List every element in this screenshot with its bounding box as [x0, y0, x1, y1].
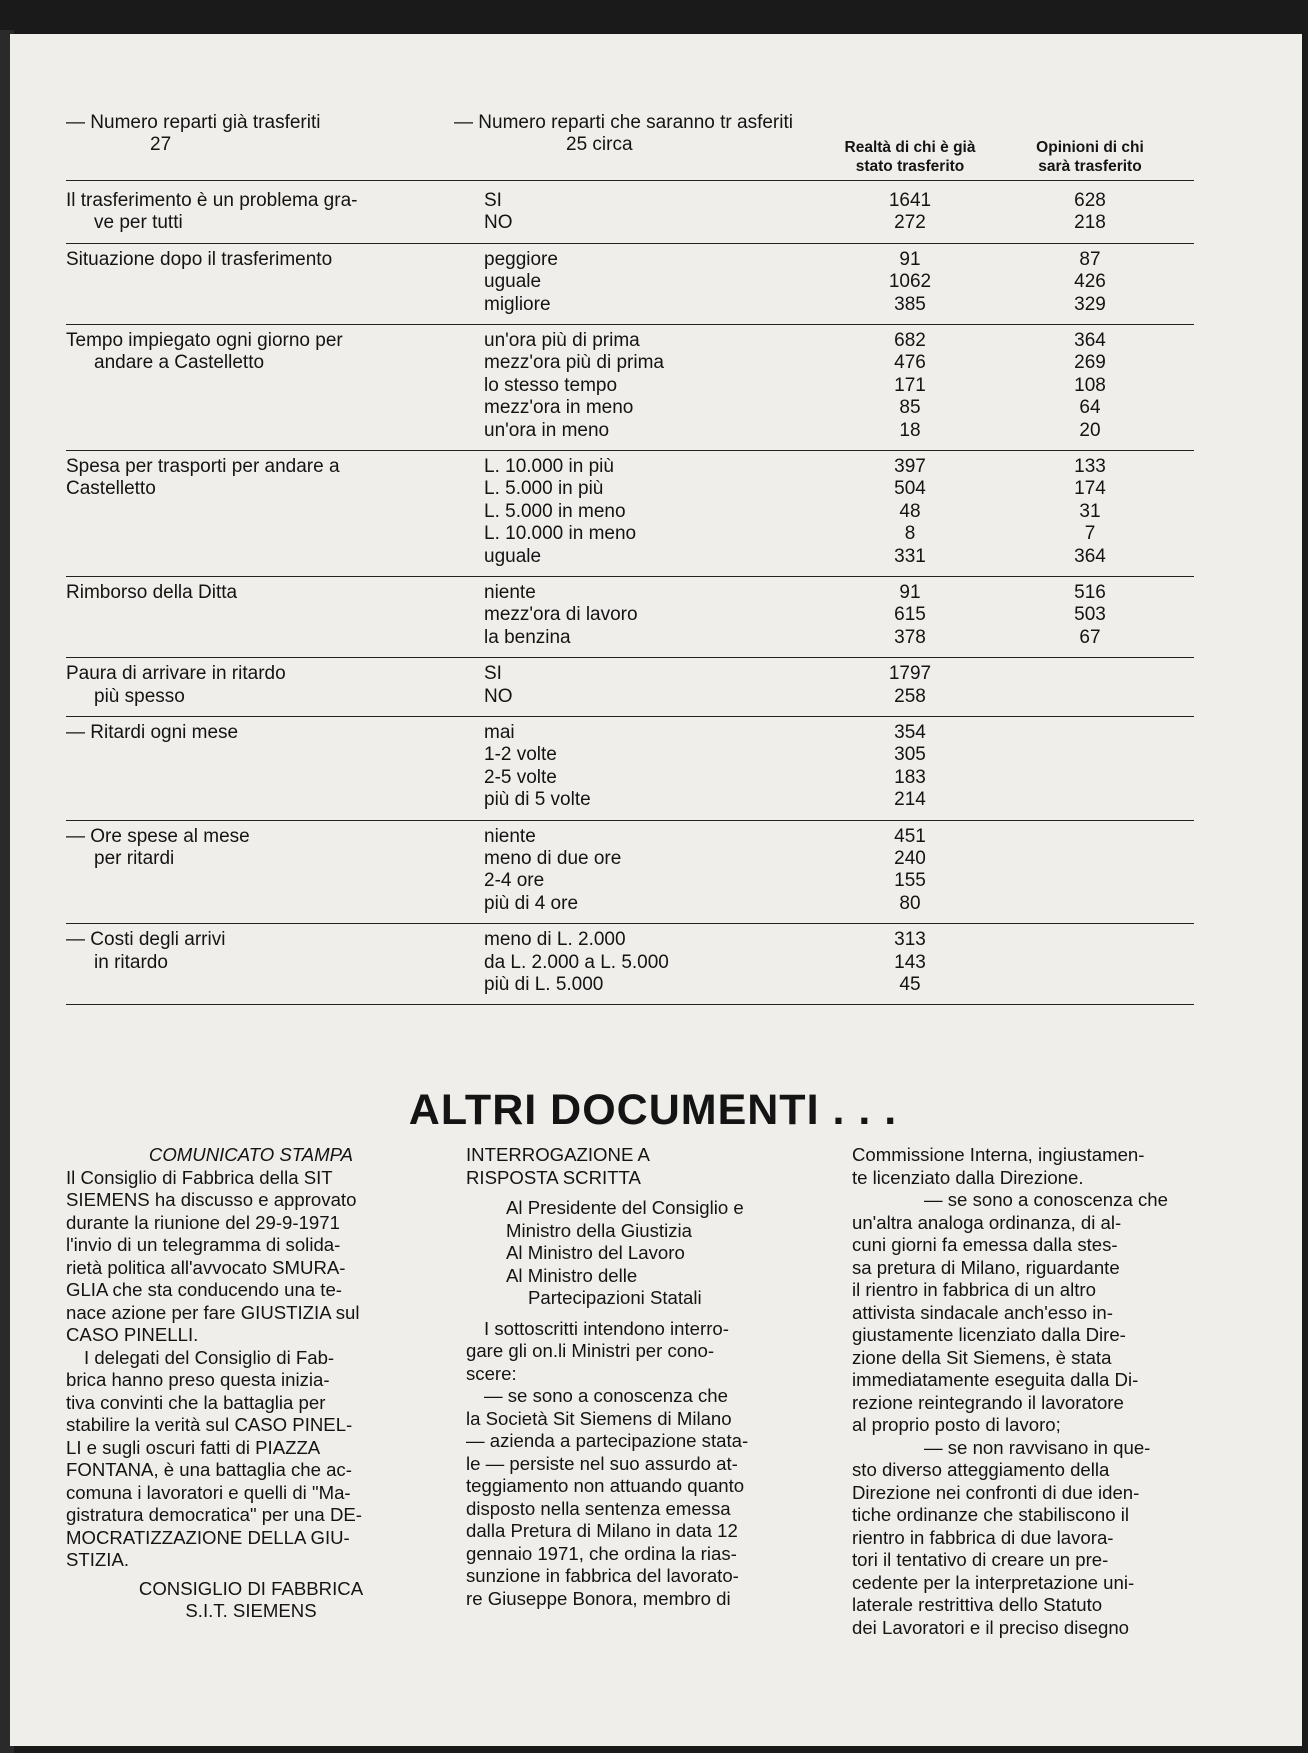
text-line: re Giuseppe Bonora, membro di [466, 1587, 731, 1609]
row-3-answer: un'ora più di prima mezz'ora più di prima lo stesso tempo mezz'ora in meno un'ora in meno [484, 330, 664, 441]
header-opinion: Opinioni di chi sarà trasferito [1036, 139, 1144, 175]
interrogation-heading-1: INTERROGAZIONE A [466, 1144, 650, 1165]
text-line: immediatamente eseguita dalla Di- [852, 1369, 1139, 1390]
text-line: MOCRATIZZAZIONE DELLA GIU- [66, 1526, 350, 1548]
text-line: laterale restrittiva dello Statuto [852, 1594, 1103, 1615]
header-question: — Numero reparti già trasferiti [66, 112, 321, 133]
column-press-release [66, 1144, 436, 1623]
row-rule [66, 657, 1194, 658]
text-line: tiva convinti che la battaglia per [66, 1391, 326, 1413]
text-line: Al Ministro del Lavoro [506, 1242, 685, 1263]
row-4-answer: L. 10.000 in più L. 5.000 in più L. 5.000 in meno L. 10.000 in meno uguale [484, 456, 637, 567]
row-rule [66, 450, 1194, 451]
text-line: le — persiste nel suo assurdo at- [466, 1452, 738, 1474]
text-line: SIEMENS ha discusso e approvato [66, 1189, 357, 1210]
text-line: comuna i lavoratori e quelli di "Ma- [66, 1481, 351, 1503]
text-line: — azienda a partecipazione stata- [466, 1430, 749, 1451]
text-line: rezione reintegrando il lavoratore [852, 1391, 1124, 1413]
row-9-question: — Costi degli arrivi in ritardo [66, 929, 226, 973]
text-line: Partecipazioni Statali [528, 1287, 702, 1308]
text-line: I sottoscritti intendono interro- [484, 1317, 729, 1339]
row-rule [66, 820, 1194, 821]
row-2-question: Situazione dopo il trasferimento [66, 248, 333, 270]
row-8-question: — Ore spese al mese per ritardi [66, 825, 250, 869]
text-line: attivista sindacale anch'esso in- [852, 1301, 1113, 1323]
text-line: Direzione nei confronti di due iden- [852, 1481, 1140, 1503]
row-7-question: — Ritardi ogni mese [66, 722, 239, 743]
text-line: giustamente licenziato dalla Dire- [852, 1324, 1126, 1345]
column-interrogation-continued [852, 1144, 1212, 1639]
section-title: ALTRI DOCUMENTI . . . [408, 1086, 898, 1134]
row-5-opinion: 516 503 67 [1074, 582, 1106, 648]
text-line: GLIA che sta conducendo una te- [66, 1279, 343, 1300]
text-line: brica hanno preso questa inizia- [66, 1369, 330, 1390]
row-1-answer: SI NO [484, 190, 513, 234]
text-line: STIZIA. [66, 1549, 130, 1570]
text-line: stabilire la verità sul CASO PINEL- [66, 1414, 353, 1435]
row-3-reality: 682 476 171 85 18 [894, 330, 926, 441]
interrogation-body [466, 1318, 822, 1611]
row-rule [66, 716, 1194, 717]
press-release-signature: CONSIGLIO DI FABBRICA [138, 1577, 364, 1599]
row-7-answer: mai 1-2 volte 2-5 volte più di 5 volte [484, 722, 591, 811]
row-6-question: Paura di arrivare in ritardo più spesso [66, 663, 286, 707]
text-line: gare gli on.li Ministri per cono- [466, 1340, 715, 1361]
row-1-question: Il trasferimento è un problema gra- ve per tutti [66, 190, 358, 234]
interrogation-heading-2: RISPOSTA SCRITTA [466, 1166, 641, 1188]
text-line: — se sono a conoscenza che [924, 1189, 1168, 1210]
text-line: nace azione per fare GIUSTIZIA sul [66, 1301, 360, 1323]
text-line: sunzione in fabbrica del lavorato- [466, 1565, 739, 1586]
header-answer: — Numero reparti che saranno tr asferiti [454, 112, 793, 133]
row-2-answer: peggiore uguale migliore [484, 248, 558, 315]
row-1-reality: 1641 272 [888, 190, 932, 234]
row-5-question: Rimborso della Ditta [66, 582, 238, 603]
text-line: al proprio posto di lavoro; [852, 1414, 1061, 1435]
text-line: un'altra analoga ordinanza, di al- [852, 1211, 1122, 1233]
text-line: scere: [466, 1362, 517, 1384]
text-line: Commissione Interna, ingiustamen- [852, 1144, 1145, 1165]
text-line: l'invio di un telegramma di solida- [66, 1234, 341, 1255]
row-1-opinion: 628 218 [1074, 190, 1106, 234]
row-rule [66, 324, 1194, 325]
column-interrogation [466, 1144, 822, 1610]
text-line: dalla Pretura di Milano in data 12 [466, 1520, 738, 1541]
text-line: rientro in fabbrica di due lavora- [852, 1526, 1114, 1548]
text-line: sa pretura di Milano, riguardante [852, 1256, 1120, 1278]
text-line: tiche ordinanze che stabiliscono il [852, 1504, 1129, 1525]
row-2-reality: 91 1062 385 [888, 248, 932, 315]
row-8-reality: 451 240 155 80 [894, 825, 926, 914]
text-line: — se sono a conoscenza che [484, 1385, 728, 1406]
text-line: CASO PINELLI. [66, 1324, 199, 1345]
text-line: durante la riunione del 29-9-1971 [66, 1211, 340, 1233]
text-line: Al Presidente del Consiglio e [506, 1197, 744, 1218]
row-8-answer: niente meno di due ore 2-4 ore più di 4 ore [484, 825, 622, 914]
header-answer-value: 25 circa [566, 134, 633, 155]
row-9-reality: 313 143 45 [894, 929, 926, 995]
text-line: gennaio 1971, che ordina la rias- [466, 1542, 737, 1564]
interrogation-continued-body [852, 1144, 1212, 1639]
row-2-opinion: 87 426 329 [1074, 248, 1106, 315]
text-line: la Società Sit Siemens di Milano [466, 1407, 732, 1429]
text-line: Ministro della Giustizia [506, 1219, 693, 1241]
text-line: gistratura democratica" per una DE- [66, 1504, 362, 1525]
text-line: — se non ravvisano in que- [924, 1436, 1151, 1458]
row-3-opinion: 364 269 108 64 20 [1074, 330, 1106, 441]
text-line: tori il tentativo di creare un pre- [852, 1549, 1109, 1570]
header-rule [66, 180, 1194, 181]
row-5-reality: 91 615 378 [894, 582, 926, 648]
text-line: Al Ministro delle [506, 1264, 638, 1286]
row-9-answer: meno di L. 2.000 da L. 2.000 a L. 5.000 più di L. 5.000 [484, 929, 669, 995]
text-line: te licenziato dalla Direzione. [852, 1166, 1084, 1188]
row-rule [66, 1004, 1194, 1005]
press-release-body [66, 1167, 436, 1572]
row-rule [66, 923, 1194, 924]
text-line: cedente per la interpretazione uni- [852, 1571, 1135, 1593]
header-reality: Realtà di chi è già stato trasferito [844, 139, 976, 175]
row-rule [66, 243, 1194, 244]
text-line: FONTANA, è una battaglia che ac- [66, 1459, 352, 1480]
row-4-reality: 397 504 48 8 331 [894, 456, 926, 567]
text-line: teggiamento non attuando quanto [466, 1475, 745, 1496]
row-7-reality: 354 305 183 214 [894, 722, 926, 811]
text-line: LI e sugli oscuri fatti di PIAZZA [66, 1436, 321, 1458]
text-line: zione della Sit Siemens, è stata [852, 1346, 1112, 1368]
interrogation-addressees [466, 1197, 822, 1310]
row-6-reality: 1797 258 [888, 663, 932, 707]
row-3-question: Tempo impiegato ogni giorno per andare a Castelletto [66, 330, 343, 374]
row-4-question: Spesa per trasporti per andare a Castelletto [66, 456, 340, 500]
text-line: il rientro in fabbrica di un altro [852, 1279, 1096, 1300]
text-line: cuni giorni fa emessa dalla stes- [852, 1234, 1118, 1255]
row-5-answer: niente mezz'ora di lavoro la benzina [484, 582, 638, 648]
press-release-heading: COMUNICATO STAMPA [148, 1144, 354, 1165]
row-rule [66, 576, 1194, 577]
press-release-signature-org: S.I.T. SIEMENS [185, 1600, 317, 1621]
row-6-answer: SI NO [484, 663, 513, 707]
text-line: dei Lavoratori e il preciso disegno [852, 1616, 1129, 1638]
header-question-value: 27 [150, 134, 172, 155]
text-line: Il Consiglio di Fabbrica della SIT [66, 1166, 333, 1188]
text-line: I delegati del Consiglio di Fab- [84, 1346, 335, 1368]
text-line: sto diverso atteggiamento della [852, 1459, 1110, 1480]
text-line: disposto nella sentenza emessa [466, 1497, 731, 1519]
text-line: rietà politica all'avvocato SMURA- [66, 1256, 346, 1278]
row-4-opinion: 133 174 31 7 364 [1074, 456, 1106, 567]
